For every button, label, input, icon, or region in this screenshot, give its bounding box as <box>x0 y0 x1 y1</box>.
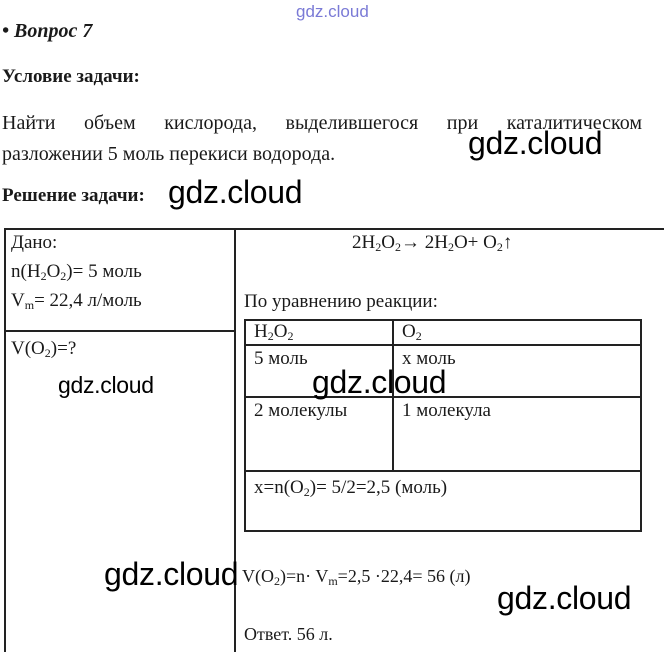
watermark: gdz.cloud <box>312 364 447 400</box>
watermark: gdz.cloud <box>168 174 303 210</box>
given-molar-volume: $V_m= 22,4$ л/моль <box>11 290 142 312</box>
question-title: • Вопрос 7 <box>2 20 93 42</box>
ratio-x-line: $x=n(O_2)= 5/2=2,5$ (моль) <box>254 477 448 499</box>
condition-heading: Условие задачи: <box>2 66 140 87</box>
watermark: gdz.cloud <box>468 125 603 161</box>
given-amount: $n(H_2O_2)= 5$ моль <box>11 261 142 283</box>
ratio-header-h2o2: $H_2O_2$ <box>254 321 294 343</box>
watermark-top: gdz.cloud <box>296 2 369 21</box>
ratio-header-o2: $O_2$ <box>402 321 422 343</box>
ratio-row2-col1: 2 молекулы <box>254 400 348 421</box>
find-value: $V(O_2)=$? <box>11 338 77 360</box>
watermark: gdz.cloud <box>497 580 632 616</box>
ratio-row1-col2: x моль <box>402 348 456 369</box>
condition-line-1: Найти объем кислорода, выделившегося при каталитическом <box>2 112 642 134</box>
solution-heading: Решение задачи: <box>2 185 145 206</box>
volume-calculation: $V(O_2)=n\cdot V_m=2,5 \cdot 22,4= 56$ (л) <box>242 566 471 588</box>
watermark: gdz.cloud <box>104 556 239 592</box>
given-label: Дано: <box>11 232 58 253</box>
ratio-row1-col1: 5 моль <box>254 348 308 369</box>
by-equation-label: По уравнению реакции: <box>244 291 438 312</box>
watermark: gdz.cloud <box>58 372 154 398</box>
condition-line-2: разложении 5 моль перекиси водорода. <box>2 143 336 165</box>
ratio-row2-col2: 1 молекула <box>402 400 491 421</box>
answer: Ответ. 56 л. <box>244 624 333 644</box>
reaction-equation: $2H_2O_2\to 2H_2O+$ $O_2↑$ <box>352 232 513 254</box>
